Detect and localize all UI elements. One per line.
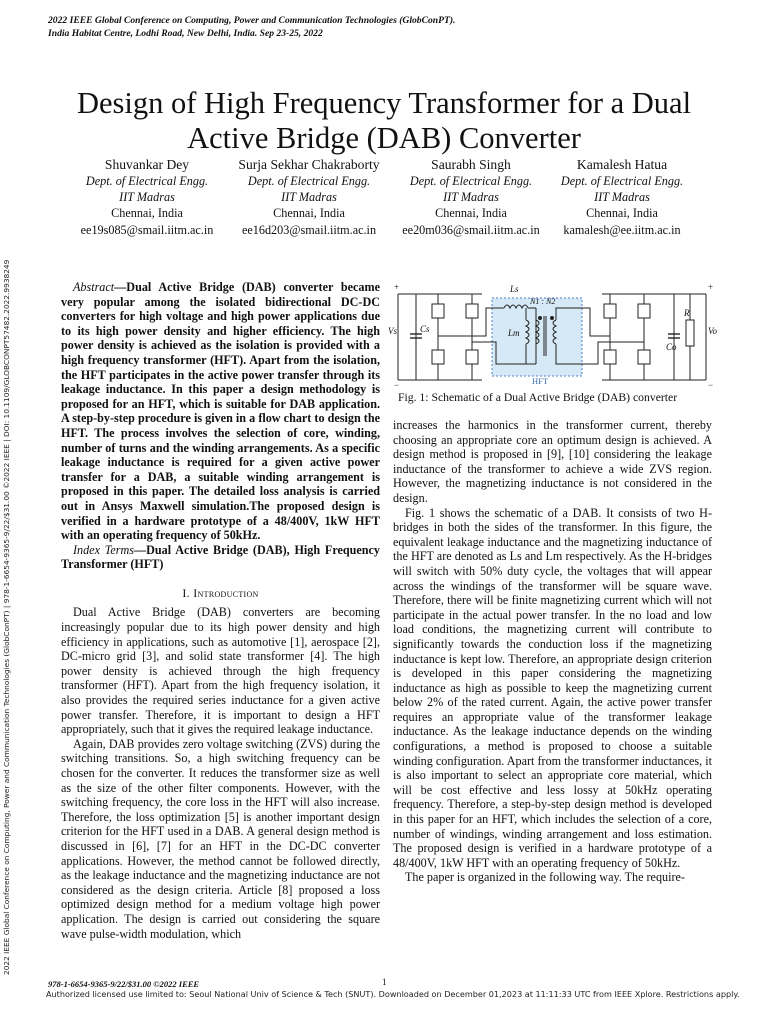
author-city: Chennai, India [586, 206, 658, 221]
author-dept: Dept. of Electrical Engg. [247, 174, 371, 188]
author-1 [62, 156, 232, 238]
author-2 [224, 156, 394, 238]
author-email: kamalesh@ee.iitm.ac.in [563, 222, 681, 237]
page-number: 1 [382, 977, 387, 987]
switch-icon [638, 350, 650, 364]
author-email: ee20m036@smail.iitm.ac.in [402, 222, 540, 237]
section-title: Introduction [193, 585, 259, 600]
resistor-icon [686, 320, 694, 346]
paragraph: Dual Active Bridge (DAB) converters are becoming increasingly popular due to its high power density and high efficiency in applications, such as automotive [1], aerospace [2], DC-micro grid [3], and solid state transformer [4]. The high power density is achieved through the high frequency transformer (HFT). Apart from the high frequency isolation, it also provides the required series inductance for a given active power transfer. Therefore, it is important to design a HFT appropriately, such that it gives the required leakage inductance. [61, 605, 380, 737]
author-4 [537, 156, 707, 238]
paper-title: Design of High Frequency Transformer for a Dual Active Bridge (DAB) Converter [76, 86, 692, 156]
author-name: Kamalesh Hatua [576, 157, 668, 172]
isbn-footer: 978-1-6654-9365-9/22/$31.00 ©2022 IEEE [48, 979, 200, 989]
author-name: Saurabh Singh [431, 157, 511, 172]
switch-icon [604, 350, 616, 364]
index-terms-label: Index Terms [73, 542, 134, 557]
left-column [61, 280, 380, 941]
author-email: ee19s085@smail.iitm.ac.in [80, 222, 214, 237]
author-inst: IIT Madras [594, 190, 650, 205]
plus-label-left: + [394, 282, 400, 292]
ls-label: Ls [510, 284, 519, 294]
section-number: I. [182, 585, 190, 600]
author-dept: Dept. of Electrical Engg. [409, 174, 533, 188]
paragraph: Again, DAB provides zero voltage switching (ZVS) during the switching transitions. So, a high switching frequency can be chosen for the converter. It reduces the transformer size as well as the size of the other filter components. However, with the switching frequency, the core loss in the HFT will also increase. Therefore, the loss optimization [5] is another important design criterion for the HFT used in a DAB. A general design method is discussed in [6], [7] for an HFT in the DC-DC converter applications. However, the method cannot be followed directly, as the leakage inductance and the magnetizing inductance are not considered as the design criteria. Article [8] proposed a loss optimized design method for a medium voltage high power application. The design is carried out considering the square wave pulse-width modulation, which [61, 736, 380, 941]
switch-icon [432, 304, 444, 318]
author-city: Chennai, India [111, 206, 183, 221]
switch-icon [466, 350, 478, 364]
author-name: Shuvankar Dey [104, 157, 190, 172]
author-city: Chennai, India [273, 206, 345, 221]
author-3 [386, 156, 556, 238]
dab-schematic-figure [386, 276, 720, 388]
co-label: Co [666, 342, 677, 352]
abstract-label: Abstract [73, 280, 115, 294]
section-heading [61, 586, 380, 601]
switch-icon [638, 304, 650, 318]
vs-label: Vs [388, 326, 397, 336]
hft-label: HFT [532, 376, 549, 386]
r-label: R [684, 308, 690, 318]
index-terms [61, 543, 380, 572]
plus-label-right: + [708, 282, 714, 292]
paragraph: increases the harmonics in the transformer current, thereby choosing an appropriate core an optimum design is achieved. A design method is proposed in [9], [10] considering the leakage inductance of the transformer to achieve a wide ZVS region. However, the magnetizing inductance is not considered in the design. [393, 418, 712, 505]
vo-label: Vo [708, 326, 717, 336]
cs-label: Cs [420, 324, 430, 334]
conference-venue: India Habitat Centre, Lodhi Road, New Delhi, India. Sep 23-25, 2022 [48, 28, 323, 39]
figure-caption: Fig. 1: Schematic of a Dual Active Bridge (DAB) converter [398, 391, 678, 404]
lm-label: Lm [508, 328, 520, 338]
abstract [61, 280, 380, 543]
authorized-use-notice: Authorized licensed use limited to: Seoul National Univ of Science & Tech (SNUT). Downloaded on December 01,2023 at 11:11:33 UTC from IEEE Xplore. Restrictions apply. [46, 989, 740, 999]
switch-icon [604, 304, 616, 318]
conference-header [48, 14, 455, 40]
minus-label-right: − [708, 380, 714, 388]
ratio-label: N1 : N2 [530, 297, 556, 306]
conference-name: 2022 IEEE Global Conference on Computing, Power and Communication Technologies (GlobConPT). [48, 15, 456, 26]
author-inst: IIT Madras [281, 190, 337, 205]
right-column [393, 418, 712, 885]
paragraph: Fig. 1 shows the schematic of a DAB. It consists of two H-bridges in both the sides of the transformer. In this figure, the equivalent leakage inductance and the magnetizing inductance of the HFT are denoted as Ls and Lm respectively. As the H-bridges will switch with 50% duty cycle, the voltages that will appear across the windings of the transformer will be square wave. Therefore, there will be finite magnetizing current which will not participate in the actual power transfer. In the no load and low load conditions, the magnetizing current will contribute to significantly towards the conduction loss if the magnetizing inductance is kept low. Therefore, an appropriate design criterion is developed in this paper considering the magnetizing inductance as high as possible to keep the magnetizing current below 2% of the rated current. Again, the active power transfer requires an appropriate value of the transformer leakage inductance. As the leakage inductance depends on the winding configurations, a method is proposed to choose a suitable winding configuration. Apart from the transformer inductances, it is also important to select an appropriate core material, which will be cost effective and less lossy at 50kHz operating frequency. Therefore, a step-by-step design method is developed in this paper for an HFT, which includes the selection of a core, number of windings, winding arrangement and loss estimation. The proposed design is verified in a hardware prototype of a 48/400V, 1kW HFT with an operating frequency of 50kHz. [393, 505, 712, 870]
author-dept: Dept. of Electrical Engg. [85, 174, 209, 188]
switch-icon [432, 350, 444, 364]
switch-icon [466, 304, 478, 318]
author-inst: IIT Madras [443, 190, 499, 205]
doi-sidebar: 2022 IEEE Global Conference on Computing, Power and Communication Technologies (GlobConPT) | 978-1-6654-9365-9/22/$31.00 ©2022 IEEE | DOI: 10.1109/GLOBCONPT57482.2022.9938249 [2, 259, 11, 975]
dot-icon [539, 317, 542, 320]
paragraph: The paper is organized in the following way. The require- [405, 870, 685, 885]
abstract-text: —Dual Active Bridge (DAB) converter became very popular among the isolated bidirectional DC-DC converters for high voltage and high power applications due to its high power density and higher efficiency. The high power density is achieved as the isolation is provided with a high frequency transformer (HFT). Apart from the isolation, the HFT participates in the active power transfer through its leakage inductance. In this paper a design methodology is proposed for an HFT, which is suitable for DAB application. A step-by-step procedure is given in a flow chart to design the HFT. The process involves the selection of core, winding, number of turns and the winding arrangements. As a specific leakage inductance is required for a given active power transfer for a DAB, a suitable winding arrangement is proposed in this paper. The detailed loss analysis is carried out in Ansys Maxwell simulation.The proposed design is verified in a hardware prototype of a 48/400V, 1kW HFT with an operating frequency of 50kHz. [61, 280, 380, 543]
minus-label-left: − [394, 380, 400, 388]
author-inst: IIT Madras [119, 190, 175, 205]
index-terms-text: —Dual Active Bridge (DAB), High Frequency Transformer (HFT) [61, 542, 380, 572]
author-city: Chennai, India [435, 206, 507, 221]
author-dept: Dept. of Electrical Engg. [560, 174, 684, 188]
author-name: Surja Sekhar Chakraborty [238, 157, 380, 172]
dot-icon [551, 317, 554, 320]
author-email: ee16d203@smail.iitm.ac.in [241, 222, 377, 237]
